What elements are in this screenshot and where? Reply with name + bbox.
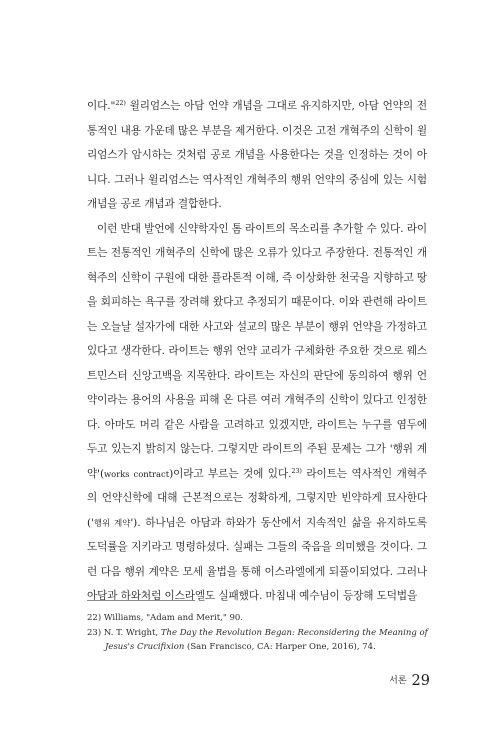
footnotes: [87, 611, 432, 655]
footnote-23: 23) N. T. Wright, The Day the Revolution Began: Reconsidering the Meaning of Jesus's Crucifixion (San Francisco, CA: Harper One, 2016), 74.: [87, 628, 428, 652]
small-term: 행위 계약: [93, 517, 131, 528]
paragraph-1: 이다."$^{22)}$ 윌리엄스는 아담 언약 개념을 그대로 유지하지만, 아담 언약의 전통적인 내용 가운데 많은 부분을 제거한다. 이것은 고전 개혁주의 신학이 윌리엄스가 암시하는 것처럼 공로 개념을 사용한다는 것을 인정하는 것이 아니다. 그러나 윌리엄스는 역사적인 개혁주의 행위 언약의 중심에 있는 시험 개념을 공로 개념과 결합한다.: [87, 99, 427, 210]
page-folio: [389, 673, 430, 689]
footnote-ref-22: 22): [115, 99, 126, 107]
latin-term: works contract: [103, 468, 170, 479]
footnote-22: 22) Williams, "Adam and Merit," 90.: [87, 613, 243, 623]
book-title: The Day the Revolution Began: Reconsidering the Meaning of Jesus's Crucifixion: [105, 628, 428, 652]
footnote-divider: [87, 600, 195, 601]
body-text: [87, 94, 427, 609]
footnote-ref-23: 23): [291, 466, 302, 475]
page-number: 29: [411, 673, 430, 689]
paragraph-2: 이런 반대 발언에 신약학자인 톰 라이트의 목소리를 추가할 수 있다. 라이트는 전통적인 개혁주의 신학에 많은 오류가 있다고 주장한다. 전통적인 개혁주의 신학이 구원에 대한 플라톤적 이해, 즉 이상화한 천국을 지향하고 땅을 회피하는 욕구를 장려해 왔다고 추정되기 때문이다. 이와 관련해 라이트는 오늘날 설자가에 대한 사고와 설교의 많은 부분이 행위 언약을 가정하고 있다고 생각한다. 라이트는 행위 언약 교리가 구체화한 주요한 것으로 웨스트민스터 신앙고백을 지목한다. 라이트는 자신의 판단에 동의하여 행위 언약이라는 용어의 사용을 피해 온 다른 여러 개혁주의 신학이 있다고 인정한다. 아마도 머리 같은 사람을 고려하고 있겠지만, 라이트는 누구를 염두에 두고 있는지 밝히지 않는다. 그렇지만 라이트의 주된 문제는 그가 '행위 계약'(works contract)이라고 부르는 것에 있다.$^{23)}$ 라이트는 역사적인 개혁주의 언약신학에 대해 근본적으로는 정확하게, 그렇지만 빈약하게 묘사한다('행위 계약'). 하나님은 아담과 하와가 동산에서 지속적인 삶을 유지하도록 도덕률을 지키라고 명령하셨다. 실패는 그들의 죽음을 의미했을 것이다. 그런 다음 행위 계약은 모세 율법을 통해 이스라엘에게 되풀이되었다. 그러나 아담과 하와처럼 이스라엘도 실패했다. 마침내 예수님이 등장해 도덕법을: [87, 222, 427, 602]
running-section: 서론: [389, 676, 407, 686]
